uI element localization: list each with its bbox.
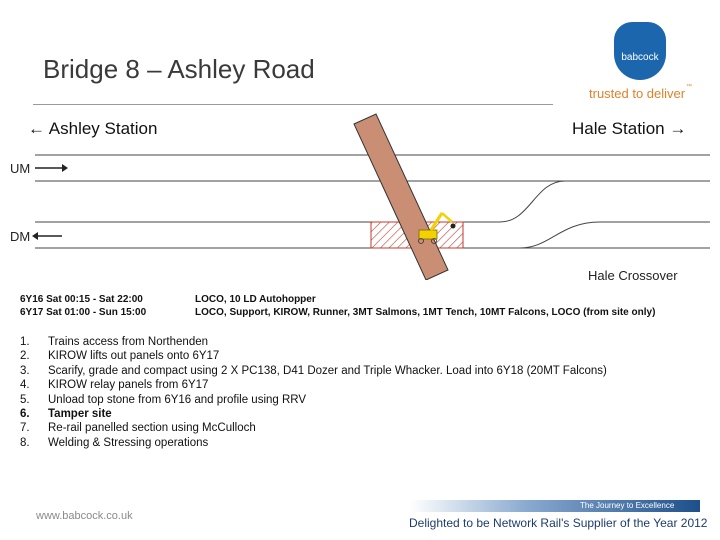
train-consist: LOCO, Support, KIROW, Runner, 3MT Salmons, 1MT Tench, 10MT Falcons, LOCO (from site only) xyxy=(195,307,656,318)
step-text: Welding & Stressing operations xyxy=(48,436,209,449)
step-number: 5. xyxy=(20,393,30,406)
footer-award-text: Delighted to be Network Rail's Supplier of the Year 2012 xyxy=(409,516,708,530)
train-id: 6Y16 Sat 00:15 - Sat 22:00 xyxy=(20,294,143,305)
bridge-structure xyxy=(354,114,448,280)
train-consist: LOCO, 10 LD Autohopper xyxy=(195,294,316,305)
track-diagram xyxy=(0,110,720,280)
step-number: 4. xyxy=(20,379,30,392)
footer-journey-text: The Journey to Excellence xyxy=(580,501,675,510)
ashley-station-label: ← Ashley Station xyxy=(28,119,158,138)
crossover-curve-2 xyxy=(520,222,710,248)
crossover-curve-1 xyxy=(500,181,565,222)
um-line-label: UM xyxy=(10,161,31,176)
step-text: Re-rail panelled section using McCulloch xyxy=(48,422,256,435)
step-number: 2. xyxy=(20,350,30,363)
step-text: Tamper site xyxy=(48,407,112,420)
logo-wordmark: babcock xyxy=(621,52,659,63)
logo-trademark: ™ xyxy=(686,84,692,90)
step-number: 6. xyxy=(20,407,30,420)
step-number: 1. xyxy=(20,336,30,348)
dm-line-label: DM xyxy=(10,229,31,244)
um-arrowhead-icon xyxy=(62,164,68,172)
hale-station-label: Hale Station → xyxy=(572,119,687,138)
train-id: 6Y17 Sat 01:00 - Sun 15:00 xyxy=(20,307,147,318)
step-text: Scarify, grade and compact using 2 X PC138, D41 Dozer and Triple Whacker. Load into 6Y18 (20MT Falcons) xyxy=(48,364,607,377)
logo-tagline: trusted to deliver xyxy=(589,86,686,101)
dm-arrowhead-icon xyxy=(32,232,38,240)
step-text: KIROW relay panels from 6Y17 xyxy=(48,379,209,392)
hale-crossover-label: Hale Crossover xyxy=(588,268,678,283)
step-text: KIROW lifts out panels onto 6Y17 xyxy=(48,350,220,363)
step-text: Unload top stone from 6Y16 and profile using RRV xyxy=(48,393,307,406)
title-divider xyxy=(33,104,553,105)
babcock-logo xyxy=(614,22,666,80)
footer-website: www.babcock.co.uk xyxy=(36,510,133,522)
step-number: 3. xyxy=(20,364,30,377)
step-number: 7. xyxy=(20,422,30,435)
step-text: Trains access from Northenden xyxy=(48,336,209,348)
step-number: 8. xyxy=(20,436,30,449)
page-title: Bridge 8 – Ashley Road xyxy=(43,54,315,84)
